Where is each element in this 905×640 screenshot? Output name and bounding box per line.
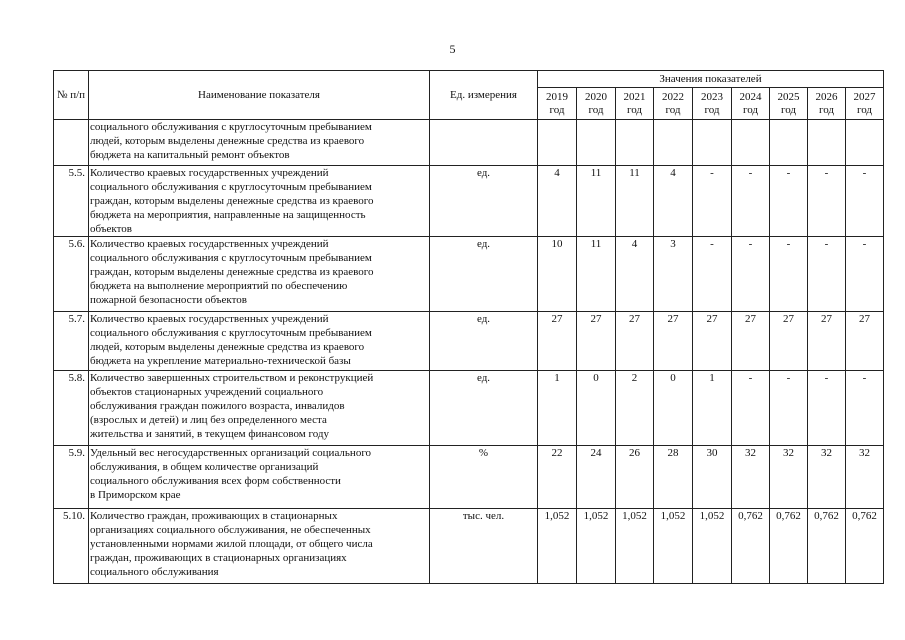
value-cell-2019: 1: [538, 371, 577, 446]
indicator-name: [89, 509, 430, 584]
table-row: [54, 312, 884, 371]
header-year-2023: [693, 88, 732, 120]
value-cell-2025: -: [770, 371, 808, 446]
value-cell-2027: -: [846, 371, 884, 446]
value-cell-2025: [770, 120, 808, 166]
value-cell-2022: 0: [654, 371, 693, 446]
unit-cell: тыс. чел.: [430, 509, 538, 584]
unit-cell: [430, 120, 538, 166]
indicator-name-line: Количество завершенных строительством и реконструкцией: [90, 372, 374, 384]
indicator-name-line: социального обслуживания всех форм собственности: [90, 475, 341, 487]
year-label: 2021: [623, 90, 646, 103]
value-cell-2023: 1: [693, 371, 732, 446]
indicator-name-line: бюджета на мероприятия, направленные на защищенность: [90, 209, 366, 221]
indicator-name-line: Количество краевых государственных учреждений: [90, 238, 329, 250]
value-cell-2023: 27: [693, 312, 732, 371]
indicator-name: [89, 312, 430, 371]
value-cell-2021: 26: [616, 446, 654, 509]
indicator-name-line: социального обслуживания с круглосуточным пребыванием: [90, 121, 372, 133]
indicator-name-line: (взрослых и детей) и лиц без определенного места: [90, 414, 327, 426]
value-cell-2026: 0,762: [808, 509, 846, 584]
value-cell-2026: -: [808, 371, 846, 446]
value-cell-2020: [577, 120, 616, 166]
indicator-name-line: социального обслуживания с круглосуточным пребыванием: [90, 252, 372, 264]
year-suffix: год: [549, 103, 565, 116]
value-cell-2025: -: [770, 166, 808, 237]
value-cell-2024: 32: [732, 446, 770, 509]
header-year-2021: [616, 88, 654, 120]
indicator-name-line: граждан, проживающих в стационарных организациях: [90, 552, 347, 564]
indicator-name-line: в Приморском крае: [90, 489, 181, 501]
indicator-name-line: бюджета на выполнение мероприятий по обеспечению: [90, 280, 348, 292]
value-cell-2026: [808, 120, 846, 166]
row-number: 5.5.: [54, 166, 89, 237]
table-row: [54, 237, 884, 312]
indicator-name-line: бюджета на капитальный ремонт объектов: [90, 149, 290, 161]
year-suffix: год: [588, 103, 604, 116]
value-cell-2019: [538, 120, 577, 166]
row-number: 5.10.: [54, 509, 89, 584]
value-cell-2024: -: [732, 237, 770, 312]
indicator-name-line: жительства и занятий, в текущем финансовом году: [90, 428, 330, 440]
indicator-name: [89, 237, 430, 312]
year-suffix: год: [856, 103, 873, 116]
value-cell-2024: 0,762: [732, 509, 770, 584]
value-cell-2021: 11: [616, 166, 654, 237]
header-name: Наименование показателя: [89, 71, 430, 120]
indicator-name-line: социального обслуживания с круглосуточным пребыванием: [90, 327, 372, 339]
year-label: 2025: [777, 90, 800, 103]
indicator-name-line: Удельный вес негосударственных организаций социального: [90, 447, 372, 459]
header-year-2024: [732, 88, 770, 120]
indicator-name-line: социального обслуживания с круглосуточным пребыванием: [90, 181, 372, 193]
header-num: № п/п: [54, 71, 89, 120]
value-cell-2023: 1,052: [693, 509, 732, 584]
value-cell-2021: 4: [616, 237, 654, 312]
year-suffix: год: [704, 103, 720, 116]
indicator-name-line: обслуживания, в общем количестве организаций: [90, 461, 319, 473]
indicator-name-line: Количество краевых государственных учреждений: [90, 313, 329, 325]
value-cell-2024: 27: [732, 312, 770, 371]
value-cell-2026: 32: [808, 446, 846, 509]
value-cell-2020: 27: [577, 312, 616, 371]
value-cell-2024: -: [732, 166, 770, 237]
value-cell-2022: [654, 120, 693, 166]
unit-cell: ед.: [430, 166, 538, 237]
table-row: [54, 371, 884, 446]
indicator-name: [89, 120, 430, 166]
value-cell-2024: [732, 120, 770, 166]
row-number: 5.8.: [54, 371, 89, 446]
value-cell-2027: -: [846, 166, 884, 237]
unit-cell: ед.: [430, 237, 538, 312]
value-cell-2025: 27: [770, 312, 808, 371]
year-suffix: год: [818, 103, 835, 116]
value-cell-2025: 32: [770, 446, 808, 509]
indicator-name-line: социального обслуживания: [90, 566, 219, 578]
header-year-2027: [846, 88, 884, 120]
year-label: 2019: [546, 90, 568, 103]
indicator-name-line: установленными нормами жилой площади, от общего числа: [90, 538, 373, 550]
row-number: 5.6.: [54, 237, 89, 312]
value-cell-2027: [846, 120, 884, 166]
year-label: 2027: [853, 90, 876, 103]
indicator-name-line: людей, которым выделены денежные средства из краевого: [90, 135, 365, 147]
value-cell-2024: -: [732, 371, 770, 446]
table-row: [54, 509, 884, 584]
indicator-name-line: обслуживания граждан пожилого возраста, инвалидов: [90, 400, 345, 412]
value-cell-2020: 1,052: [577, 509, 616, 584]
header-year-2026: [808, 88, 846, 120]
year-label: 2024: [739, 90, 762, 103]
indicator-name-line: организациях социального обслуживания, не обеспеченных: [90, 524, 371, 536]
unit-cell: ед.: [430, 371, 538, 446]
year-label: 2022: [662, 90, 684, 103]
value-cell-2023: 30: [693, 446, 732, 509]
value-cell-2026: -: [808, 166, 846, 237]
value-cell-2027: -: [846, 237, 884, 312]
value-cell-2019: 1,052: [538, 509, 577, 584]
year-label: 2020: [585, 90, 607, 103]
value-cell-2021: 2: [616, 371, 654, 446]
year-suffix: год: [780, 103, 797, 116]
year-suffix: год: [665, 103, 681, 116]
value-cell-2019: 22: [538, 446, 577, 509]
value-cell-2020: 11: [577, 237, 616, 312]
value-cell-2022: 1,052: [654, 509, 693, 584]
indicator-name-line: граждан, которым выделены денежные средства из краевого: [90, 195, 374, 207]
header-year-2022: [654, 88, 693, 120]
indicator-name: [89, 371, 430, 446]
header-year-2025: [770, 88, 808, 120]
indicator-name: [89, 446, 430, 509]
indicator-name-line: бюджета на укрепление материально-технической базы: [90, 355, 351, 367]
row-number: 5.7.: [54, 312, 89, 371]
table-row: [54, 120, 884, 166]
header-year-2020: [577, 88, 616, 120]
value-cell-2019: 27: [538, 312, 577, 371]
indicator-name: [89, 166, 430, 237]
value-cell-2027: 27: [846, 312, 884, 371]
indicator-name-line: людей, которым выделены денежные средства из краевого: [90, 341, 365, 353]
indicator-name-line: Количество граждан, проживающих в стационарных: [90, 510, 338, 522]
value-cell-2026: -: [808, 237, 846, 312]
value-cell-2021: 27: [616, 312, 654, 371]
year-label: 2026: [815, 90, 838, 103]
unit-cell: ед.: [430, 312, 538, 371]
value-cell-2019: 4: [538, 166, 577, 237]
indicator-name-line: граждан, которым выделены денежные средства из краевого: [90, 266, 374, 278]
value-cell-2027: 0,762: [846, 509, 884, 584]
unit-cell: %: [430, 446, 538, 509]
row-number: [54, 120, 89, 166]
value-cell-2022: 27: [654, 312, 693, 371]
table-row: [54, 446, 884, 509]
value-cell-2025: 0,762: [770, 509, 808, 584]
indicator-name-line: пожарной безопасности объектов: [90, 294, 247, 306]
header-year-2019: [538, 88, 577, 120]
value-cell-2023: -: [693, 166, 732, 237]
header-values-group: Значения показателей: [538, 71, 884, 88]
value-cell-2022: 4: [654, 166, 693, 237]
indicator-name-line: объектов: [90, 223, 132, 235]
value-cell-2021: 1,052: [616, 509, 654, 584]
year-suffix: год: [742, 103, 759, 116]
row-number: 5.9.: [54, 446, 89, 509]
value-cell-2023: -: [693, 237, 732, 312]
value-cell-2021: [616, 120, 654, 166]
table-row: [54, 166, 884, 237]
header-unit: Ед. измерения: [430, 71, 538, 120]
value-cell-2023: [693, 120, 732, 166]
value-cell-2020: 24: [577, 446, 616, 509]
value-cell-2025: -: [770, 237, 808, 312]
value-cell-2022: 28: [654, 446, 693, 509]
value-cell-2020: 11: [577, 166, 616, 237]
value-cell-2020: 0: [577, 371, 616, 446]
indicator-name-line: объектов стационарных учреждений социального: [90, 386, 324, 398]
indicator-name-line: Количество краевых государственных учреждений: [90, 167, 329, 179]
value-cell-2027: 32: [846, 446, 884, 509]
indicators-table: [53, 70, 884, 584]
page-number: 5: [449, 42, 456, 56]
value-cell-2026: 27: [808, 312, 846, 371]
value-cell-2019: 10: [538, 237, 577, 312]
year-label: 2023: [701, 90, 723, 103]
value-cell-2022: 3: [654, 237, 693, 312]
year-suffix: год: [626, 103, 643, 116]
